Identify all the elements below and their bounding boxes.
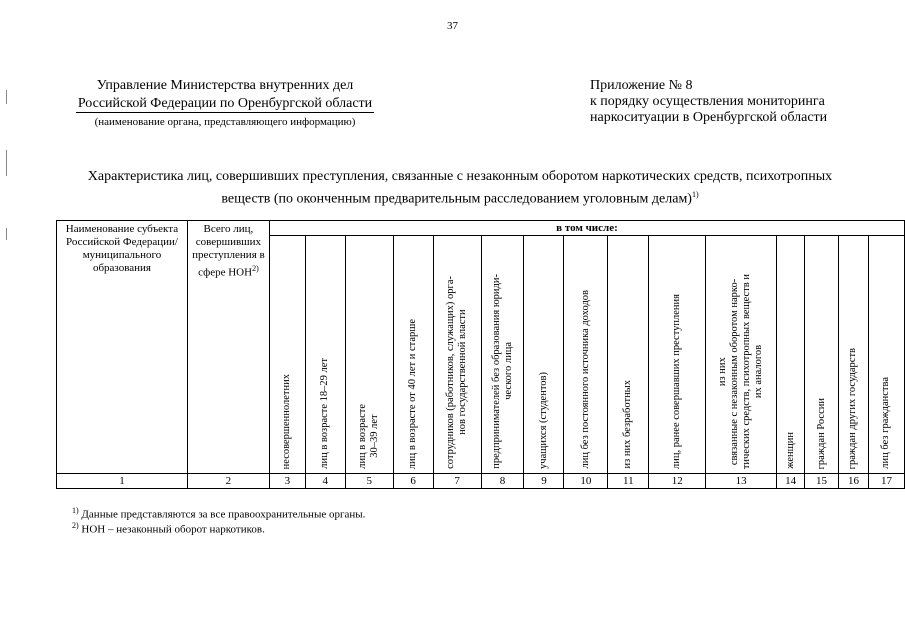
header-col-11: [608, 236, 649, 474]
header-col-4: [305, 236, 345, 474]
column-number: 2: [187, 474, 269, 489]
header-col-3: [269, 236, 305, 474]
title-line2: веществ (по оконченным предварительным расследованием уголовным делам): [221, 191, 692, 207]
header-col-7-text: сотрудников (работников, служащих) орга- нов государственной власти: [445, 276, 469, 469]
column-number: 12: [649, 474, 706, 489]
column-number: 13: [706, 474, 777, 489]
appendix-number: Приложение № 8: [590, 78, 693, 93]
organ-name-line2: Российской Федерации по Оренбургской области: [77, 96, 373, 111]
column-number: 5: [345, 474, 393, 489]
page-number: 37: [447, 20, 458, 32]
column-number: 9: [524, 474, 564, 489]
margin-mark: [6, 90, 7, 104]
column-number: 10: [564, 474, 608, 489]
header-col-12: [649, 236, 706, 474]
title-footnote-mark: 1): [691, 190, 699, 199]
header-col-10: [564, 236, 608, 474]
header-col-9-text: учащихся (студентов): [537, 372, 549, 469]
header-col-12-text: лиц, ранее совершавших преступления: [671, 294, 683, 469]
header-total-mark: 2): [252, 264, 259, 273]
header-col-3-text: несовершеннолетних: [281, 373, 293, 469]
header-col-11-text: из них безработных: [622, 380, 634, 469]
header-col-9: [524, 236, 564, 474]
header-col-14: [777, 236, 805, 474]
column-number: 4: [305, 474, 345, 489]
header-col-4-text: лиц в возрасте 18–29 лет: [319, 358, 331, 469]
margin-mark: [6, 150, 7, 176]
header-col-8: [481, 236, 524, 474]
header-col-5-text: лиц в возрасте 30–39 лет: [357, 404, 381, 469]
column-number: 17: [868, 474, 904, 489]
footnote-2-mark: 2): [72, 521, 79, 530]
column-number: 6: [393, 474, 433, 489]
header-col-6: [393, 236, 433, 474]
header-col-13-text: из них связанные с незаконным оборотом нарко- тических средств, психотропных веществ и их аналогов: [717, 273, 765, 469]
header-col-7: [433, 236, 481, 474]
column-number: 14: [777, 474, 805, 489]
issuing-organ-block: [40, 78, 410, 131]
footnote-2: [72, 518, 265, 538]
margin-mark: [6, 228, 7, 240]
header-col-14-text: женщин: [784, 432, 796, 469]
header-col-17: [868, 236, 904, 474]
document-title: [60, 168, 860, 209]
header-total: [187, 221, 269, 474]
organ-caption: (наименование органа, представляющего информацию): [94, 116, 356, 128]
column-number: 15: [805, 474, 839, 489]
header-col-16-text: граждан других государств: [847, 347, 859, 469]
column-number: 1: [57, 474, 188, 489]
header-total-text: Всего лиц, совершивших преступления в сфере НОН: [192, 223, 265, 279]
header-col-8-text: предпринимателей без образования юриди- ческого лица: [490, 274, 514, 469]
column-number: 16: [839, 474, 869, 489]
header-col-10-text: лиц без постоянного источника доходов: [579, 290, 591, 469]
footnote-2-text: НОН – незаконный оборот наркотиков.: [81, 523, 265, 536]
organ-name-line1: Управление Министерства внутренних дел: [96, 78, 354, 93]
title-line1: Характеристика лиц, совершивших преступления, связанные с незаконным оборотом наркотических средств, психотропных: [87, 169, 833, 184]
header-col-15: [805, 236, 839, 474]
column-number: 7: [433, 474, 481, 489]
header-subject-text: Наименование субъекта Российской Федерации/ муниципального образования: [65, 223, 179, 274]
column-number: 11: [608, 474, 649, 489]
footnote-1-text: Данные представляются за все правоохранительные органы.: [81, 508, 366, 521]
header-col-16: [839, 236, 869, 474]
header-group: в том числе:: [269, 221, 904, 236]
appendix-block: [590, 78, 890, 126]
footnote-1-mark: 1): [72, 506, 79, 515]
column-number: 3: [269, 474, 305, 489]
header-col-6-text: лиц в возрасте от 40 лет и старше: [407, 318, 419, 469]
header-col-5: [345, 236, 393, 474]
appendix-line3: наркоситуации в Оренбургской области: [590, 110, 828, 125]
statistics-table: [56, 220, 905, 489]
appendix-line2: к порядку осуществления мониторинга: [590, 94, 825, 109]
header-col-15-text: граждан России: [815, 397, 827, 469]
column-number: 8: [481, 474, 524, 489]
header-col-13: [706, 236, 777, 474]
header-subject: [57, 221, 188, 474]
header-col-17-text: лиц без гражданства: [880, 377, 892, 469]
